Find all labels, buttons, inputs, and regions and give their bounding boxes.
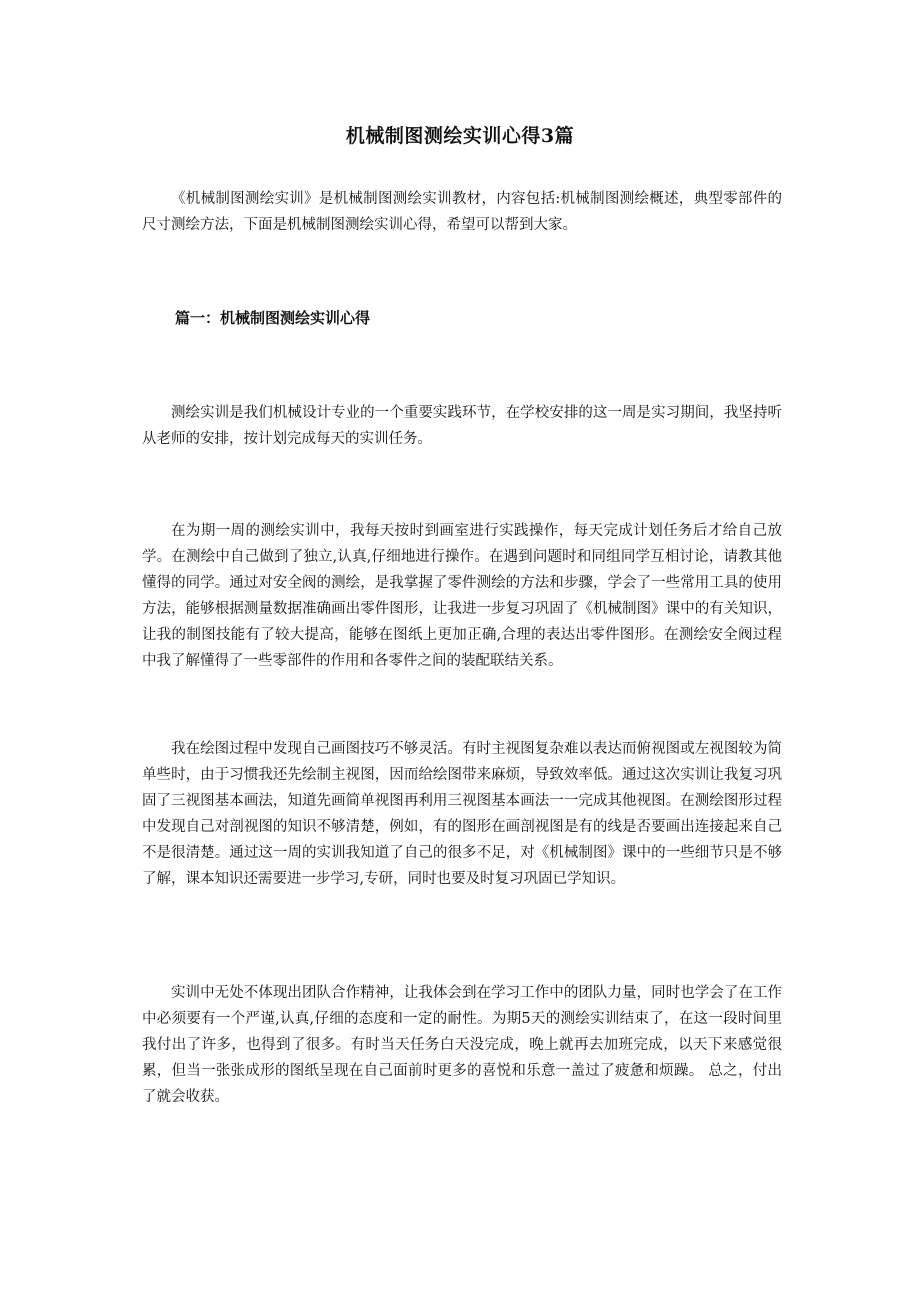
intro-paragraph: 《机械制图测绘实训》是机械制图测绘实训教材，内容包括:机械制图测绘概述，典型零部件的尺寸测绘方法，下面是机械制图测绘实训心得，希望可以帮到大家。	[142, 191, 782, 233]
document-title: 机械制图测绘实训心得3篇	[345, 125, 575, 147]
body-paragraph-2: 在为期一周的测绘实训中，我每天按时到画室进行实践操作，每天完成计划任务后才给自己放学。在测绘中自己做到了独立,认真,仔细地进行操作。在遇到问题时和同组同学互相讨论，请教其他懂得的同学。通过对安全阀的测绘，是我掌握了零件测绘的方法和步骤，学会了一些常用工具的使用方法，能够根据测量数据准确画出零件图形，让我进一步复习巩固了《机械制图》课中的有关知识，让我的制图技能有了较大提高，能够在图纸上更加正确,合理的表达出零件图形。在测绘安全阀过程中我了解懂得了一些零部件的作用和各零件之间的装配联结关系。	[142, 523, 782, 669]
body-paragraph-1: 测绘实训是我们机械设计专业的一个重要实践环节，在学校安排的这一周是实习期间，我坚持听从老师的安排，按计划完成每天的实训任务。	[142, 405, 782, 447]
body-paragraph-3: 我在绘图过程中发现自己画图技巧不够灵活。有时主视图复杂难以表达而俯视图或左视图较为简单些时，由于习惯我还先绘制主视图，因而给绘图带来麻烦，导致效率低。通过这次实训让我复习巩固了三视图基本画法，知道先画简单视图再利用三视图基本画法一一完成其他视图。在测绘图形过程中发现自己对剖视图的知识不够清楚，例如，有的图形在画剖视图是有的线是否要画出连接起来自己不是很清楚。通过这一周的实训我知道了自己的很多不足，对《机械制图》课中的一些细节只是不够了解，课本知识还需要进一步学习,专研，同时也要及时复习巩固已学知识。	[142, 741, 782, 887]
section-heading: 篇一：机械制图测绘实训心得	[175, 309, 371, 327]
body-paragraph-4: 实训中无处不体现出团队合作精神，让我体会到在学习工作中的团队力量，同时也学会了在工作中必须要有一个严谨,认真,仔细的态度和一定的耐性。为期5天的测绘实训结束了，在这一段时间里我付出了许多，也得到了很多。有时当天任务白天没完成，晚上就再去加班完成，以天下来感觉很累，但当一张张成形的图纸呈现在自己面前时更多的喜悦和乐意一盖过了疲惫和烦躁。 总之，付出了就会收获。	[142, 985, 782, 1105]
